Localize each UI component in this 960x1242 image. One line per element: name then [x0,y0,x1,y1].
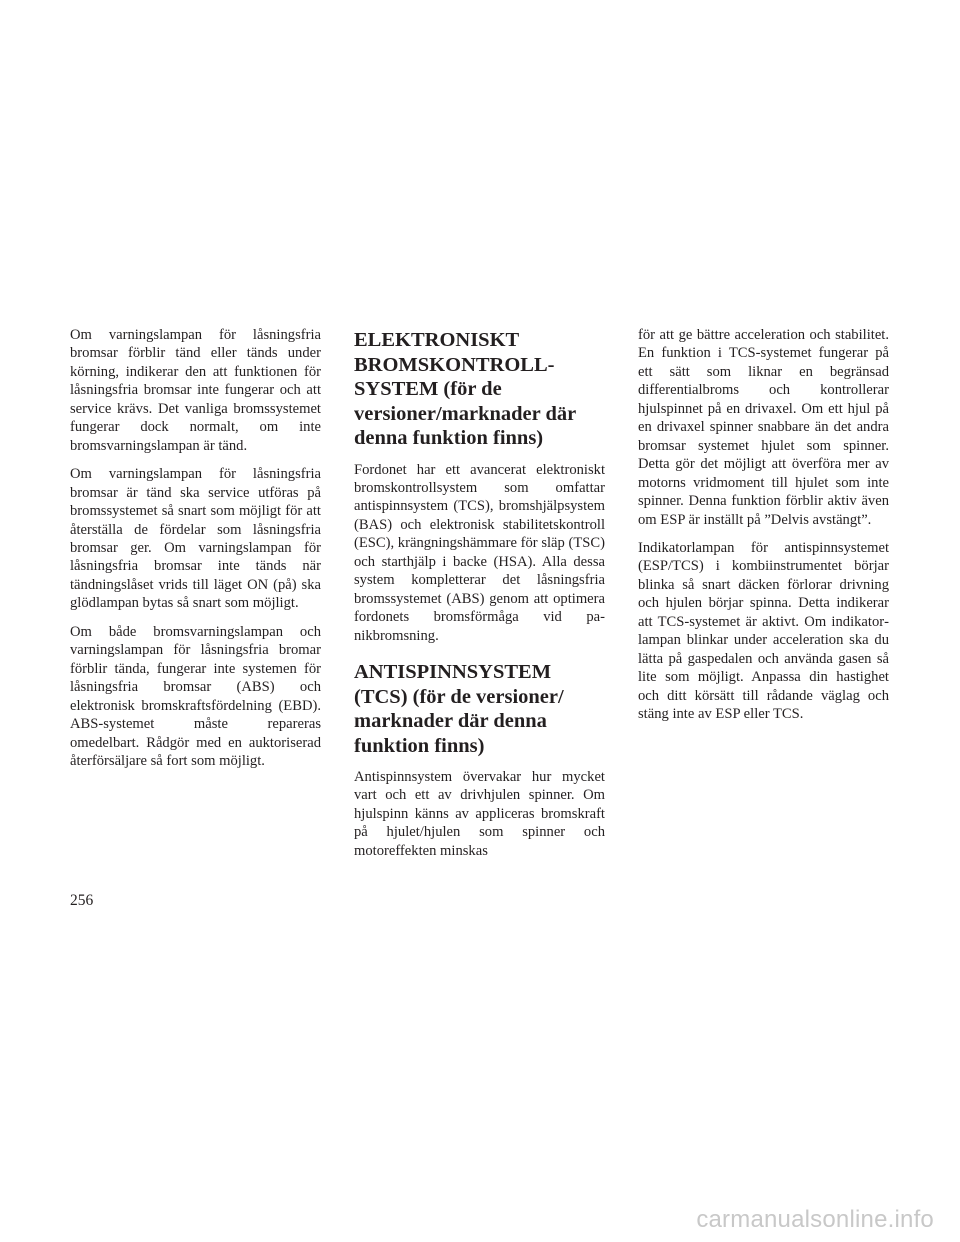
paragraph-abs-service: Om varningslampan för låsningsfria bromsar är tänd ska service utföras på bromssystemet så snart som möjligt för att återställa de fördelar som låsningsfria bromsar ger. Om varningslampan för låsningsfria bromsar inte tänds när tändningslåset vrids till läget ON (på) ska glödlampan bytas så snart som möjligt. [70,466,321,612]
section-heading-tcs: ANTISPINNSYSTEM (TCS) (för de versioner/ marknader där denna funktion finns) [354,661,564,757]
paragraph-abs-warning-lamp-on: Om varningslampan för låsningsfria bromsar förblir tänd eller tänds under körning, indikerar den att funktionen för låsningsfria bromsar inte fungerar och att service krävs. Det vanliga bromssystemet fungerar dock normalt, om inte bromsvarningslampan är tänd. [70,327,321,454]
text-column-2 [354,328,605,870]
paragraph-tcs-indicator: Indikatorlampan för antispinnsystemet (ESP/TCS) i kombiinstrumentet börjar blinka så snart däcken förlorar drivning och hjulen börjar spinna. Detta indikerar att TCS-systemet är aktivt. Om indikatorlampan blinkar under acceleration ska du lätta på gaspedalen och använda gasen så lite som möjligt. Anpassa din hastighet och ditt körsätt till rådande väglag och stäng inte av ESP eller TCS. [638,539,889,723]
watermark: carmanualsonline.info [696,1206,934,1233]
paragraph-both-lamps-on: Om både bromsvarningslampan och varningslampan för låsningsfria bromar förblir tända, fungerar inte systemen för låsningsfria bromsar (ABS) och elektronisk bromskraftsfördelning (EBD). ABS-systemet måste repareras omedelbart. Rådgör med en auktoriserad återförsäljare så fort som möjligt. [70,623,321,769]
paragraph-brake-control-intro: Fordonet har ett avancerat elektroniskt bromskontrollsystem som omfattar antispinnsystem (TCS), bromshjälpsystem (BAS) och elektronisk stabilitetskontroll (ESC), krängningshämmare för släp (TSC) och starthjälp i backe (HSA). Alla dessa system kompletterar det låsningsfria bromssystemet (ABS) genom att optimera fordonets bromsförmåga vid panikbromsning. [354,461,605,644]
text-column-3 [638,326,889,734]
paragraph-tcs-continued: för att ge bättre acceleration och stabilitet. En funktion i TCS-systemet fungerar på ett sätt som liknar en begränsad differentialbroms och kontrollerar hjulspinnet på en drivaxel. Om ett hjul på en drivaxel spinner snabbare än det andra bromsar systemet hjulet som spinner. Detta gör det möjligt att överföra mer av motorns vridmoment till hjulet som inte spinner. Denna funktion förblir aktiv även om ESP är inställt på ”Delvis avstängt”. [638,327,889,528]
page-number: 256 [70,892,94,909]
text-column-1 [70,326,321,780]
section-heading-brake-control: ELEKTRONISKT BROMSKONTROLLSYSTEM (för de versioner/marknader där denna funktion finns) [354,329,576,449]
paragraph-tcs-intro: Antispinnsystem övervakar hur mycket vart och ett av drivhjulen spinner. Om hjulspinn känns av appliceras bromskraft på hjulet/hjulen som spinner och motoreffekten minskas [354,769,605,859]
